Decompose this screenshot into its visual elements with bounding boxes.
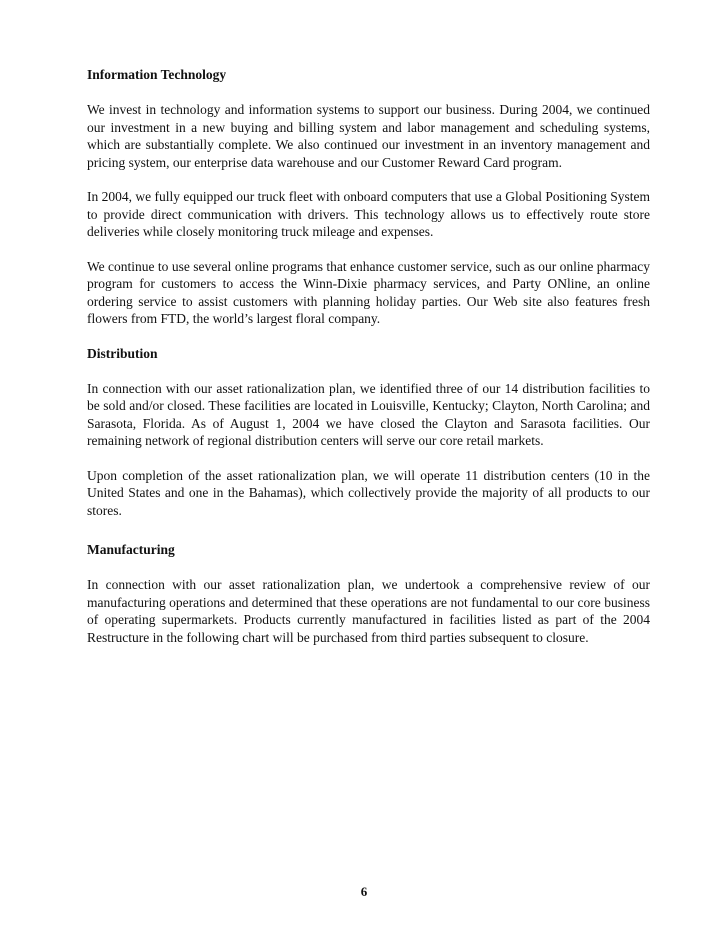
page-number: 6 [360, 884, 368, 899]
paragraph-manufacturing-review: In connection with our asset rationalization plan, we undertook a comprehensive review of our manufacturing operations and determined that these operations are not fundamental to our core business of operating supermarkets. Products currently manufactured in facilities listed as part of the 2004 Restructure in the following chart will be purchased from third parties subsequent to closure. [87, 577, 650, 645]
paragraph-it-online-programs: We continue to use several online programs that enhance customer service, such as our online pharmacy program for customers to access the Winn-Dixie pharmacy services, and Party ONline, an online ordering service to assist customers with planning holiday parties. Our Web site also features fresh flowers from FTD, the world’s largest floral company. [87, 258, 650, 326]
document-page [87, 66, 650, 646]
section-heading-manufacturing: Manufacturing [87, 542, 175, 557]
section-heading-information-technology: Information Technology [87, 67, 227, 82]
paragraph-distribution-facilities: In connection with our asset rationalization plan, we identified three of our 14 distribution facilities to be sold and/or closed. These facilities are located in Louisville, Kentucky; Clayton, North Carolina; and Sarasota, Florida. As of August 1, 2004 we have closed the Clayton and Sarasota facilities. Our remaining network of regional distribution centers will serve our core retail markets. [87, 380, 650, 448]
paragraph-it-investment: We invest in technology and information systems to support our business. During 2004, we continued our investment in a new buying and billing system and labor management and scheduling systems, which are substantially complete. We also continued our investment in an inventory management and pricing system, our enterprise data warehouse and our Customer Reward Card program. [87, 102, 650, 170]
section-heading-distribution: Distribution [87, 345, 158, 361]
paragraph-it-truck-fleet: In 2004, we fully equipped our truck fleet with onboard computers that use a Global Positioning System to provide direct communication with drivers. This technology allows us to effectively route store deliveries while closely monitoring truck mileage and expenses. [87, 189, 650, 239]
paragraph-distribution-centers: Upon completion of the asset rationalization plan, we will operate 11 distribution centers (10 in the United States and one in the Bahamas), which collectively provide the majority of all products to our stores. [87, 467, 650, 518]
